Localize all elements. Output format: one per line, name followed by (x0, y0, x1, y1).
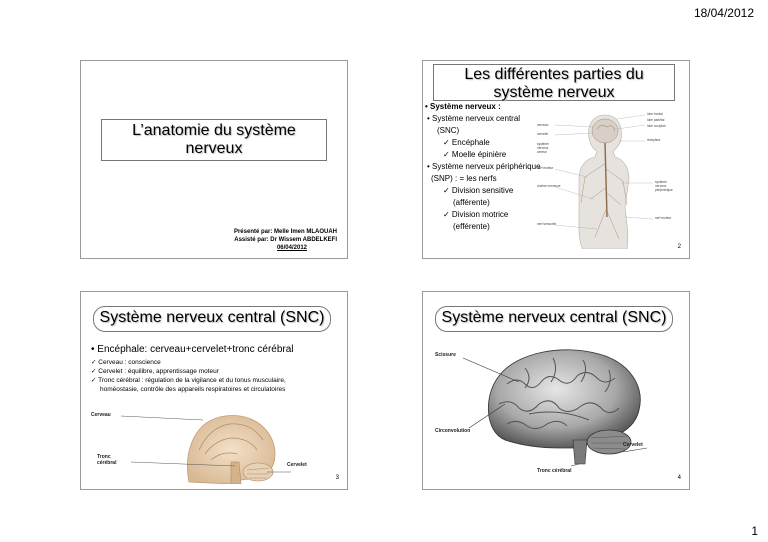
list-item: ✓ Cerveau : conscience (91, 359, 161, 366)
bullet-item: (SNP) : = les nerfs (431, 174, 497, 183)
slide-2-title: Les différentes parties du système nerveux (433, 64, 675, 101)
bullet-item: (efférente) (453, 222, 490, 231)
label-scissure: Scissure (435, 352, 456, 358)
list-item: ✓ Cervelet : équilibre, apprentissage moteur (91, 368, 219, 375)
svg-text:cerveau: cerveau (537, 123, 549, 127)
slide-4-title: Système nerveux central (SNC) (435, 306, 673, 332)
slide-3-items (91, 358, 341, 394)
slide-1-title: L’anatomie du système nerveux (101, 119, 327, 161)
svg-text:cervelet: cervelet (537, 132, 549, 136)
slide-4[interactable] (422, 291, 690, 490)
label-tronc-cerebral: Tronc cérébral (537, 468, 572, 474)
svg-text:récepteur: récepteur (647, 138, 661, 142)
bullet-item: ✓ Division sensitive (443, 186, 514, 195)
brain-sagittal-figure (91, 410, 331, 484)
header-date: 18/04/2012 (693, 6, 754, 20)
slide-2-number: 2 (677, 244, 681, 250)
slide-1[interactable] (80, 60, 348, 259)
nervous-system-figure (535, 107, 685, 249)
bullet-item: ✓ Division motrice (443, 210, 509, 219)
slide-3-title: Système nerveux central (SNC) (93, 306, 331, 332)
svg-text:nerf moteur: nerf moteur (537, 166, 554, 170)
brain-lateral-figure (433, 344, 681, 474)
slide-3[interactable] (80, 291, 348, 490)
label-cerveau: Cerveau (91, 412, 111, 418)
page-number: 1 (751, 524, 758, 538)
slide-3-subtitle: • Encéphale: cerveau+cervelet+tronc cérébral (91, 344, 294, 355)
svg-text:chaîne nerveuse: chaîne nerveuse (537, 184, 561, 188)
label-tronc: Tronc (97, 454, 111, 460)
label-cerebral: cérébral (97, 460, 117, 466)
bullet-item: ✓ Encéphale (443, 138, 490, 147)
slide-3-number: 3 (335, 475, 339, 481)
list-item: homéostasie, contrôle des appareils respiratoires et circulatoires (91, 386, 286, 393)
bullet-item: • Système nerveux : (425, 102, 501, 111)
bullet-item: (afférente) (453, 198, 490, 207)
bullet-item: • Système nerveux central (427, 114, 521, 123)
slide-2[interactable] (422, 60, 690, 259)
label-circonvolution: Circonvolution (435, 428, 471, 434)
slide-1-date: 06/04/2012 (276, 245, 307, 251)
svg-text:périphérique: périphérique (655, 188, 673, 192)
bullet-item: ✓ Moelle épinière (443, 150, 507, 159)
svg-text:lobe pariétal: lobe pariétal (647, 118, 665, 122)
label-cervelet: Cervelet (287, 462, 307, 468)
svg-text:nerveux: nerveux (655, 184, 667, 188)
svg-text:lobe frontal: lobe frontal (647, 112, 663, 116)
svg-text:système: système (655, 180, 667, 184)
svg-text:central: central (537, 150, 547, 154)
list-item: ✓ Tronc cérébral : régulation de la vigilance et du tonus musculaire, (91, 377, 286, 384)
svg-text:lobe occipital: lobe occipital (647, 124, 666, 128)
svg-text:nerf sensoriel: nerf sensoriel (537, 222, 557, 226)
bullet-item: (SNC) (437, 126, 460, 135)
assistant-text: Assisté par: Dr Wissem ABDELKEFI (234, 237, 337, 243)
presenter-text: Présenté par: Melle Imen MLAOUAH (233, 229, 337, 235)
svg-text:nerf moteur: nerf moteur (655, 216, 672, 220)
slide-4-number: 4 (677, 475, 681, 481)
svg-text:nerveux: nerveux (537, 146, 549, 150)
label-cervelet: Cervelet (623, 442, 643, 448)
svg-text:système: système (537, 142, 549, 146)
bullet-item: • Système nerveux périphérique (427, 162, 541, 171)
